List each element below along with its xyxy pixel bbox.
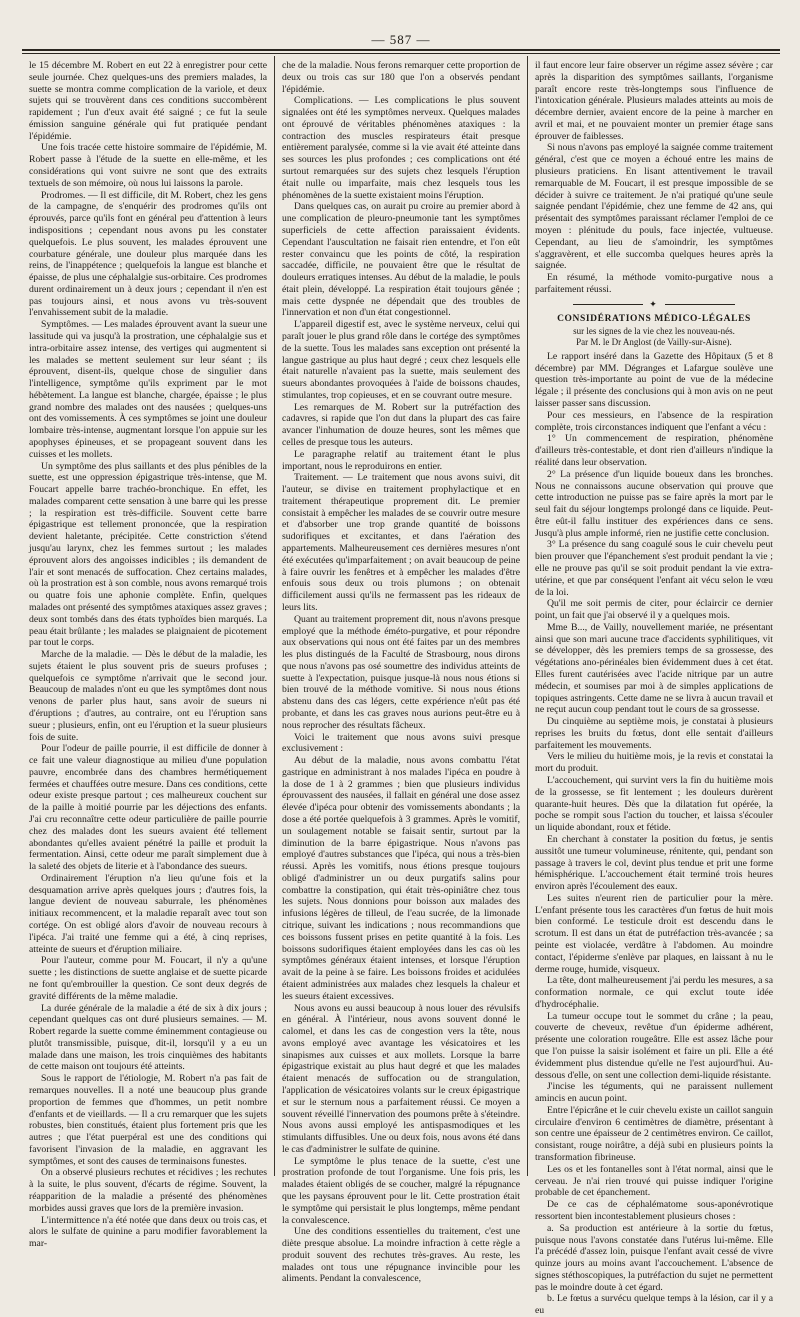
paragraph: Si nous n'avons pas employé la saignée comme traitement général, c'est que ce moyen a échoué entre les mains de plusieurs praticiens. En lisant attentivement le travail remarquable de M. Foucart, il est presque impossible de se décider à suivre ce traitement. Je n'ai pratiqué qu'une seule saignée pendant l'épidémie, chez une femme de 42 ans, qui présentait des symptômes paraissant réclamer l'emploi de ce moyen : plénitude du pouls, face injectée, vultueuse. Cependant, au lieu de s'amoindrir, les symptômes s'aggravèrent, et elle succomba quelques heures après la saignée. xyxy=(535,142,773,272)
paragraph: Ordinairement l'éruption n'a lieu qu'une fois et la desquamation arrive après quelques jours ; d'autres fois, la langue devient de nouveau saburrale, les phénomènes initiaux recommencent, et la maladie reparaît avec tout son cortége. On est obligé alors d'avoir de nouveau recours à l'ipéca. J'ai traité une femme qui a été, à cinq reprises, atteinte de sueurs et d'éruption miliaire. xyxy=(29,872,267,955)
paragraph: Traitement. — Le traitement que nous avons suivi, dit l'auteur, se divise en traitement prophylactique et en traitement thérapeutique proprement dit. Le premier consistait à empêcher les malades de se couvrir outre mesure et d'absorber une trop grande quantité de boissons sudorifiques et excitantes, et dans l'aération des appartements. Malheureusement ces dernières mesures n'ont été exécutées qu'imparfaitement ; on avait beaucoup de peine à faire ouvrir les fenêtres et à empêcher les malades d'être enfouis sous deux ou trois plumons ; on obtenait difficilement aussi qu'ils ne fermassent pas les rideaux de leurs lits. xyxy=(282,472,520,613)
paragraph: Vers le milieu du huitième mois, je la revis et constatai la mort du produit. xyxy=(535,751,773,775)
paragraph: La tête, dont malheureusement j'ai perdu les mesures, a sa conformation normale, ce qui exclut toute idée d'hydrocéphalie. xyxy=(535,975,773,1010)
paragraph: La durée générale de la maladie a été de six à dix jours ; cependant quelques cas ont duré plusieurs semaines. — M. Robert regarde la suette comme éminemment contagieuse ou plutôt transmissible, puisque, dit-il, lorsqu'il y a eu un malade dans une maison, les trois cinquièmes des habitants de cette maison ont toujours été atteints. xyxy=(29,1002,267,1073)
text-columns xyxy=(22,56,780,1317)
paragraph: a. Sa production est antérieure à la sortie du fœtus, puisque nous l'avons constatée dans l'utérus lui-même. Elle l'a précédé d'assez loin, puisque l'enfant avait cessé de vivre quinze jours au moins avant l'accouchement. L'absence de signes stéthoscopiques, la putréfaction du sujet ne permettent pas le moindre doute à cet égard. xyxy=(535,1222,773,1293)
section-author: Par M. le Dr Anglost (de Vailly-sur-Aisne). xyxy=(576,337,732,347)
paragraph: Prodromes. — Il est difficile, dit M. Robert, chez les gens de la campagne, de s'enquérir des prodromes qu'ils ont éprouvés, parce qu'ils font en général peu d'attention à leurs indispositions ; cependant nous avons pu les constater quelquefois. Le plus souvent, les malades éprouvent une courbature générale, une douleur plus marquée dans les reins, de l'inappétence ; quelquefois la langue est blanche et épaisse, de plus une céphalalgie sus-orbitaire. Ces prodromes durent ordinairement un à deux jours ; cependant il n'en est pas toujours ainsi, et nous avons vu très-souvent l'envahissement subit de la maladie. xyxy=(29,189,267,319)
paragraph: Quant au traitement proprement dit, nous n'avons presque employé que la méthode éméto-purgative, et pour répondre aux observations qui nous ont été faites par un des membres les plus distingués de la Faculté de Strasbourg, nous dirons que nous n'avons pas osé soumettre des individus atteints de suette à l'expectation, puisque jusque-là nous nous étions si bien trouvé de la méthode vomitive. Si nous nous étions abstenu dans des cas légers, cette expérience n'eût pas été probante, et dans les cas graves nous aurions peut-être eu à nous reprocher des résultats fâcheux. xyxy=(282,613,520,731)
paragraph: Au début de la maladie, nous avons combattu l'état gastrique en administrant à nos malades l'ipéca en poudre à la dose de 1 à 2 grammes ; bien que plusieurs individus éprouvassent des nausées, il fallait en général une dose assez élevée d'ipéca pour obtenir des vomissements abondants ; la dose a été portée quelquefois à 3 grammes. Après le vomitif, un soulagement notable se faisait sentir, surtout par la diminution de la barre épigastrique. Nous n'avons pas employé d'autres substances que l'ipéca, qui nous a très-bien réussi. Après les vomitifs, nous étions presque toujours obligé d'administrer un ou deux purgatifs salins pour combattre la constipation, qui était très-opiniâtre chez tous les sujets. Nous donnions pour boisson aux malades des infusions légères de tilleul, de l'eau sucrée, de la limonade citrique, suivant les indications ; nous recommandions que ces boissons fussent prises en petite quantité à la fois. Les boissons sudorifiques étaient employées dans les cas où les symptômes généraux étaient intenses, et lorsque l'éruption avait de la peine à se faire. Les boissons froides et acidulées étaient administrées aux malades chez lesquels la chaleur et les sueurs étaient excessives. xyxy=(282,755,520,1002)
paragraph: Complications. — Les complications le plus souvent signalées ont été les symptômes nerveux. Quelques malades ont éprouvé de véritables phénomènes ataxiques : la contraction des muscles respirateurs était presque entièrement paralysée, comme si la vie avait été atteinte dans ses sources les plus profondes ; ces complications ont été surtout remarquées sur des sujets chez lesquels l'éruption était nulle ou imparfaite, mais chez lesquels tous les phénomènes de la suette existaient moins l'éruption. xyxy=(282,95,520,201)
paragraph: Les suites n'eurent rien de particulier pour la mère. L'enfant présente tous les caractères d'un fœtus de huit mois bien conformé. Le testicule droit est descendu dans le scrotum. Il est dans un état de putréfaction très-avancée ; sa peinte est violacée, verdâtre à l'abdomen. Au moindre contact, l'épiderme s'enlève par plaques, en laissant à nu le derme rouge, humide, visqueux. xyxy=(535,892,773,975)
paragraph: L'intermittence n'a été notée que dans deux ou trois cas, et alors le sulfate de quinine a paru modifier favorablement la mar- xyxy=(29,1214,267,1250)
paragraph: Sous le rapport de l'étiologie, M. Robert n'a pas fait de remarques nouvelles. Il a noté une beaucoup plus grande proportion de femmes que d'hommes, un petit nombre d'enfants et de vieillards. — Il a cru remarquer que les sujets robustes, bien constitués, étaient plus fortement pris que les autres ; que l'état puerpéral est une des conditions qui favorisent l'invasion de la maladie, en aggravant les symptômes, et sont des causes de terminaisons funestes. xyxy=(29,1073,267,1167)
page-number: — 587 — xyxy=(371,32,431,47)
paragraph: che de la maladie. Nous ferons remarquer cette proportion de deux ou trois cas sur 180 que l'on a observés pendant l'épidémie. xyxy=(282,60,520,95)
paragraph: L'appareil digestif est, avec le système nerveux, celui qui paraît jouer le plus grand rôle dans le cortége des symptômes de la suette. Tous les malades sans exception ont présenté la langue gastrique au plus haut degré ; ceux chez lesquels elle était naturelle n'avaient pas la suette, mais seulement des sueurs abondantes provoquées à l'aide de boissons chaudes, stimulantes, trop copieuses, et en se couvrant outre mesure. xyxy=(282,319,520,401)
paragraph: Un symptôme des plus saillants et des plus pénibles de la suette, est une oppression épigastrique très-intense, que M. Foucart appelle barre trachéo-bronchique. En effet, les malades comparent cette sensation à une barre qui les presse ; la respiration est très-difficile. Souvent cette barre épigastrique est tellement prononcée, que la respiration devient haletante, précipitée. Cette constriction s'étend jusqu'au larynx, chez les femmes surtout ; les malades éprouvent alors des angoisses indicibles ; ils demandent de l'air et sont menacés de suffocation. Chez certains malades, où la prostration est à son comble, nous avons remarqué trois ou quatre fois une aphonie complète. Enfin, quelques malades ont présenté des symptômes ataxiques assez graves ; deux sont tombés dans des états typhoïdes bien marqués. La peau était brûlante ; les malades se plaignaient de picotement par tout le corps. xyxy=(29,460,267,649)
paragraph: Pour l'odeur de paille pourrie, il est difficile de donner à ce fait une valeur diagnostique au milieu d'une population pauvre, encombrée dans des chambres hermétiquement fermées et chauffées outre mesure. Dans ces conditions, cette odeur existe presque partout ; ces malheureux couchent sur de la paille à moitié pourrie par les déjections des enfants. J'ai cru reconnaître cette odeur particulière de paille pourrie chez des malades dont les sueurs avaient été tellement abondantes qu'elles avaient pénétré la paille et produit la fermentation. Ainsi, cette odeur me paraît simplement due à la saleté des objets de literie et à l'abondance des sueurs. xyxy=(29,743,267,873)
section-separator: ✦ xyxy=(535,299,773,310)
paragraph: Symptômes. — Les malades éprouvent avant la sueur une lassitude qui va jusqu'à la prostration, une céphalalgie sus et intra-orbitaire assez intense, des vertiges qui augmentent si les malades se mettent seulement sur leur séant ; ils éprouvent, disent-ils, quelque chose de singulier dans l'intelligence, symptôme qu'ils expriment par le mot hébètement. La langue est blanche, chargée, épaisse ; le plus grand nombre des malades ont des nausées ; quelques-uns ont des vomissements. À ces symptômes se joint une douleur lombaire très-intense, augmentant lorsque l'on appuie sur les apophyses épineuses, et se propageant souvent dans les cuisses et les mollets. xyxy=(29,319,267,460)
paragraph: Les remarques de M. Robert sur la putréfaction des cadavres, si rapide que l'on dut dans la plupart des cas faire avancer l'inhumation de douze heures, sont les mêmes que celles de presque tous les auteurs. xyxy=(282,401,520,448)
paragraph: 2° La présence d'un liquide boueux dans les bronches. Nous ne connaissons aucune observation qui prouve que cette introduction ne puisse pas se faire après la mort par le seul fait du séjour longtemps prolongé dans ce liquide. Peut-être eût-il fallu instituer des expériences dans ce sens. Jusqu'à plus ample informé, rien ne justifie cette conclusion. xyxy=(535,468,773,539)
paragraph: b. Le fœtus a survécu quelque temps à la lésion, car il y a eu xyxy=(535,1293,773,1317)
paragraph: Le rapport inséré dans la Gazette des Hôpitaux (5 et 8 décembre) par MM. Dégranges et Lafargue soulève une question très-importante au point de vue de la médecine légale ; il présente des conclusions qui à mon avis on ne peut laisser passer sans discussion. xyxy=(535,350,773,410)
column-1 xyxy=(22,56,274,1250)
column-3 xyxy=(527,56,780,1317)
paragraph: Les os et les fontanelles sont à l'état normal, ainsi que le cerveau. Je n'ai rien trouvé qui puisse indiquer l'origine probable de cet épanchement. xyxy=(535,1163,773,1199)
paragraph: Voici le traitement que nous avons suivi presque exclusivement : xyxy=(282,731,520,755)
paragraph: Pour ces messieurs, en l'absence de la respiration complète, trois circonstances indiquent que l'enfant a vécu : xyxy=(535,409,773,433)
paragraph: L'accouchement, qui survint vers la fin du huitième mois de la grossesse, se fit lentement ; les douleurs durèrent quarante-huit heures. Dès que la dilatation fut opérée, la poche se rompit sous l'action du toucher, et laissa s'écouler un liquide abondant, roux et fétide. xyxy=(535,775,773,834)
paragraph: Pour l'auteur, comme pour M. Foucart, il n'y a qu'une suette ; les distinctions de suette anglaise et de suette picarde ne font qu'embrouiller la question. Ce sont deux degrés de gravité différents de la même maladie. xyxy=(29,955,267,1002)
paragraph: En cherchant à constater la position du fœtus, je sentis aussitôt une tumeur volumineuse, rénitente, qui, pendant son passage à travers le col, devint plus tendue et prit une forme hémisphérique. L'accouchement était terminé trois heures environ après l'écoulement des eaux. xyxy=(535,833,773,893)
paragraph: Le symptôme le plus tenace de la suette, c'est une prostration profonde de tout l'organisme. Une fois pris, les malades étaient obligés de se coucher, malgré la répugnance que les paysans éprouvent pour le lit. Cette prostration était le symptôme qui persistait le plus longtemps, même pendant la convalescence. xyxy=(282,1155,520,1226)
page-header xyxy=(22,10,780,56)
paragraph: 1° Un commencement de respiration, phénomène d'ailleurs très-contestable, et dont rien d'ailleurs n'indique la réalité dans leur observation. xyxy=(535,433,773,468)
paragraph: Mme B..., de Vailly, nouvellement mariée, ne présentant ainsi que son mari aucune trace d'accidents syphilitiques, vit se développer, dès les premiers temps de sa grossesse, des végétations ano-périnéales bien évidemment dues à cet état. Elles furent cautérisées avec l'acide nitrique par un autre médecin, et soumises par moi à de simples applications de topiques astringents. Cette dame ne se livra à aucun travail et ne reçut aucun coup pendant tout le cours de sa grossesse. xyxy=(535,621,773,716)
paragraph: Entre l'épicrâne et le cuir chevelu existe un caillot sanguin circulaire d'environ 6 centimètres de diamètre, présentant à son centre une épaisseur de 2 centimètres environ. Ce caillot, consistant, rouge noirâtre, a déjà subi en plusieurs points la transformation fibrineuse. xyxy=(535,1104,773,1164)
section-subtitle: sur les signes de la vie chez les nouveau-nés. xyxy=(573,326,735,337)
paragraph: Une fois tracée cette histoire sommaire de l'épidémie, M. Robert passe à l'étude de la suette en elle-même, et les considérations qui vont suivre ne sont que des extraits textuels de son mémoire, où nous lui laissons la parole. xyxy=(29,142,267,189)
paragraph: Une des conditions essentielles du traitement, c'est une diète presque absolue. La moindre infraction à cette règle a produit souvent des rechutes très-graves. Au reste, les malades ont tous une répugnance invincible pour les aliments. Pendant la convalescence, xyxy=(282,1226,520,1285)
paragraph: Qu'il me soit permis de citer, pour éclaircir ce dernier point, un fait que j'ai observé il y a quelques mois. xyxy=(535,598,773,622)
paragraph: De ce cas de céphalématome sous-aponévrotique ressortent bien incontestablement plusieurs choses : xyxy=(535,1199,773,1222)
paragraph: 3° La présence du sang coagulé sous le cuir chevelu peut bien prouver que l'épanchement s'est produit pendant la vie ; elle ne prouve pas qu'il se soit produit pendant la vie extra-utérine, et que par conséquent l'enfant ait vécu selon le vœu de la loi. xyxy=(535,539,773,598)
paragraph: Dans quelques cas, on aurait pu croire au premier abord à une complication de pleuro-pneumonie tant les symptômes superficiels de cette affection paraissaient évidents. Cependant l'auscultation ne faisait rien entendre, et l'on eût rester convaincu que les points de côté, la respiration saccadée, difficile, ne pouvaient être que le résultat de douleurs erratiques intenses. Au début de la maladie, le pouls était plein, développé. La respiration était toujours gênée ; mais cette dyspnée ne dépendait que des troubles de l'innervation et non d'un état congestionnel. xyxy=(282,201,520,319)
paragraph: En résumé, la méthode vomito-purgative nous a parfaitement réussi. xyxy=(535,272,773,295)
paragraph: Marche de la maladie. — Dès le début de la maladie, les sujets étaient le plus souvent pris de sueurs profuses ; quelquefois ce symptôme n'arrivait que le second jour. Beaucoup de malades n'ont eu que les symptômes dont nous venons de parler plus haut, sans avoir de sueurs ni d'éruptions ; d'autres, au contraire, ont eu l'éruption sans sueur ; plusieurs, enfin, ont eu l'éruption et la sueur plusieurs fois de suite. xyxy=(29,649,267,743)
column-2 xyxy=(274,56,527,1285)
paragraph: La tumeur occupe tout le sommet du crâne ; la peau, couverte de cheveux, revêtue d'un épiderme adhérent, présente une coloration rougeâtre. Elle est assez lâche pour que l'on puisse la saisir isolément et faire un pli. Elle a été évidemment plus distendue qu'elle ne l'est aujourd'hui. Au-dessous d'elle, on sent une collection demi-liquide résistante. xyxy=(535,1010,773,1081)
paragraph: J'incise les téguments, qui ne paraissent nullement amincis en aucun point. xyxy=(535,1081,773,1105)
paragraph: Le paragraphe relatif au traitement étant le plus important, nous le reproduirons en entier. xyxy=(282,448,520,472)
section-title: CONSIDÉRATIONS MÉDICO-LÉGALES xyxy=(557,313,751,324)
paragraph: Du cinquième au septième mois, je constatai à plusieurs reprises les bruits du fœtus, dont elle sentait d'ailleurs parfaitement les mouvements. xyxy=(535,716,773,751)
paragraph: le 15 décembre M. Robert en eut 22 à enregistrer pour cette seule journée. Chez quelques-uns des premiers malades, la suette se montra comme complication de la variole, et deux sujets qui se trouvèrent dans ces conditions succombèrent rapidement ; l'un d'eux avait été saigné ; ce fut la seule émission sanguine générale qui fut pratiquée pendant l'épidémie. xyxy=(29,60,267,142)
paragraph: On a observé plusieurs rechutes et récidives ; les rechutes à la suite, le plus souvent, d'écarts de régime. Souvent, la réapparition de la maladie a présenté des phénomènes morbides aussi graves que lors de la première invasion. xyxy=(29,1167,267,1214)
paragraph: il faut encore leur faire observer un régime assez sévère ; car après la disparition des symptômes saillants, l'organisme paraît encore reste très-longtemps sous l'influence de l'intoxication générale. Plusieurs malades atteints au mois de décembre dernier, avaient encore de la peine à marcher en avril et mai, et ne pouvaient monter un premier étage sans éprouver de faiblesses. xyxy=(535,60,773,142)
paragraph: Nous avons eu aussi beaucoup à nous louer des révulsifs en général. À l'intérieur, nous avons souvent donné le calomel, et dans les cas de congestion vers la tête, nous avons employé avec avantage les vésicatoires et les sinapismes aux cuisses et aux mollets. Lorsque la barre épigastrique existait au plus haut degré et que les malades étaient menacés de suffocation ou de strangulation, l'application de vésicatoires volants sur le creux épigastrique et sur le sternum nous a parfaitement réussi. Ce moyen a souvent réveillé l'innervation des poumons prête à s'éteindre. Nous avons aussi employé les antispasmodiques et les stimulants diffusibles. Une ou deux fois, nous avons été dans le cas d'administrer le sulfate de quinine. xyxy=(282,1002,520,1155)
header-rule xyxy=(22,49,780,54)
